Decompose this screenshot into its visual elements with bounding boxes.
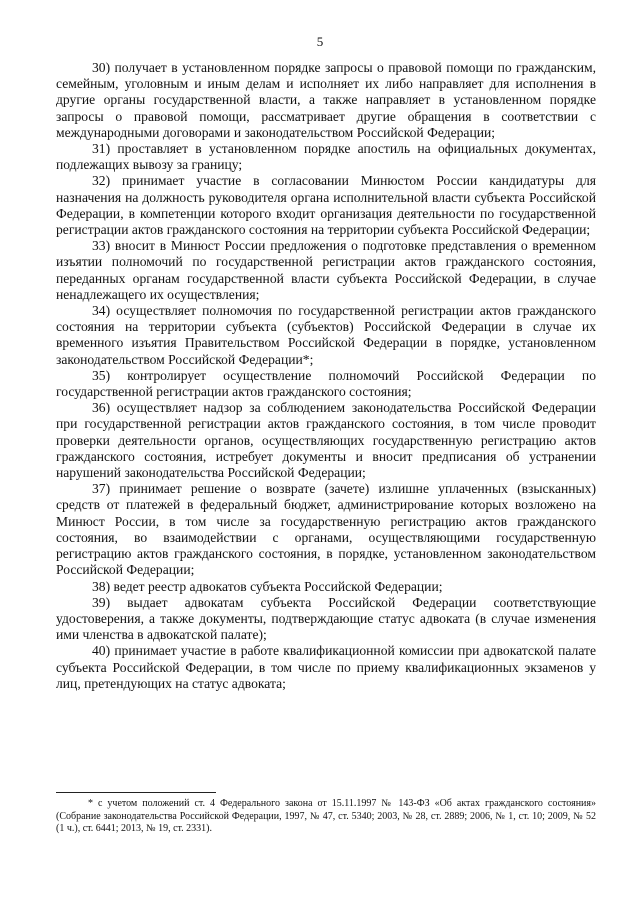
page-number: 5 — [316, 34, 324, 49]
paragraph-37: 37) принимает решение о возврате (зачете) излишне уплаченных (взысканных) средств от платежей в федеральный бюджет, администрирование которых возложено на Минюст России, в том числе за государственную регистрацию актов гражданского состояния, во взаимодействии с органами, осуществляющими государственную регистрацию актов гражданского состояния, в порядке, установленном законодательством Российской Федерации; — [56, 481, 596, 578]
paragraph-30: 30) получает в установленном порядке запросы о правовой помощи по гражданским, семейным, уголовным и иным делам и исполняет их либо направляет для исполнения в другие органы государственной власти, а также направляет в установленном порядке запросы о правовой помощи, рассматривает другие обращения в соответствии с международными договорами и законодательством Российской Федерации; — [56, 60, 596, 140]
paragraph-32: 32) принимает участие в согласовании Минюстом России кандидатуры для назначения на должность руководителя органа исполнительной власти субъекта Российской Федерации, в компетенции которого входит организация деятельности по государственной регистрации актов гражданского состояния на территории субъекта Российской Федерации; — [56, 173, 596, 238]
paragraph-33: 33) вносит в Минюст России предложения о подготовке представления о временном изъятии полномочий по государственной регистрации актов гражданского состояния, переданных органам государственной власти субъекта Российской Федерации, в случае ненадлежащего их осуществления; — [56, 238, 596, 302]
paragraph-36: 36) осуществляет надзор за соблюдением законодательства Российской Федерации при государственной регистрации актов гражданского состояния, в том числе проводит проверки деятельности органов, осуществляющих государственную регистрацию актов гражданского состояния, истребует документы и вносит предписания об устранении нарушений законодательства Российской Федерации; — [56, 400, 596, 481]
paragraph-34: 34) осуществляет полномочия по государственной регистрации актов гражданского состояния на территории субъекта (субъектов) Российской Федерации в случае их временного изъятия Правительством Российской Федерации в порядке, установленном законодательством Российской Федерации*; — [56, 303, 596, 367]
footnote-divider — [56, 792, 216, 793]
paragraph-31: 31) проставляет в установленном порядке апостиль на официальных документах, подлежащих вывозу за границу; — [56, 141, 596, 173]
document-body — [56, 60, 596, 692]
paragraph-40: 40) принимает участие в работе квалификационной комиссии при адвокатской палате субъекта Российской Федерации, в том числе по приему квалификационных экзаменов у лиц, претендующих на статус адвоката; — [56, 643, 596, 691]
paragraph-35: 35) контролирует осуществление полномочий Российской Федерации по государственной регистрации актов гражданского состояния; — [56, 367, 596, 400]
paragraph-38: 38) ведет реестр адвокатов субъекта Российской Федерации; — [92, 578, 443, 594]
footnote: * с учетом положений ст. 4 Федерального закона от 15.11.1997 № 143-ФЗ «Об актах гражданского состояния» (Собрание законодательства Российской Федерации, 1997, № 47, ст. 5340; 2003, № 28, ст. 2889; 2006, № 1, ст. 10; 2009, № 52 (1 ч.), ст. 6441; 2013, № 19, ст. 2331). — [56, 798, 596, 835]
paragraph-39: 39) выдает адвокатам субъекта Российской Федерации соответствующие удостоверения, а также документы, подтверждающие статус адвоката (в случае изменения ими членства в адвокатской палате); — [56, 594, 596, 643]
